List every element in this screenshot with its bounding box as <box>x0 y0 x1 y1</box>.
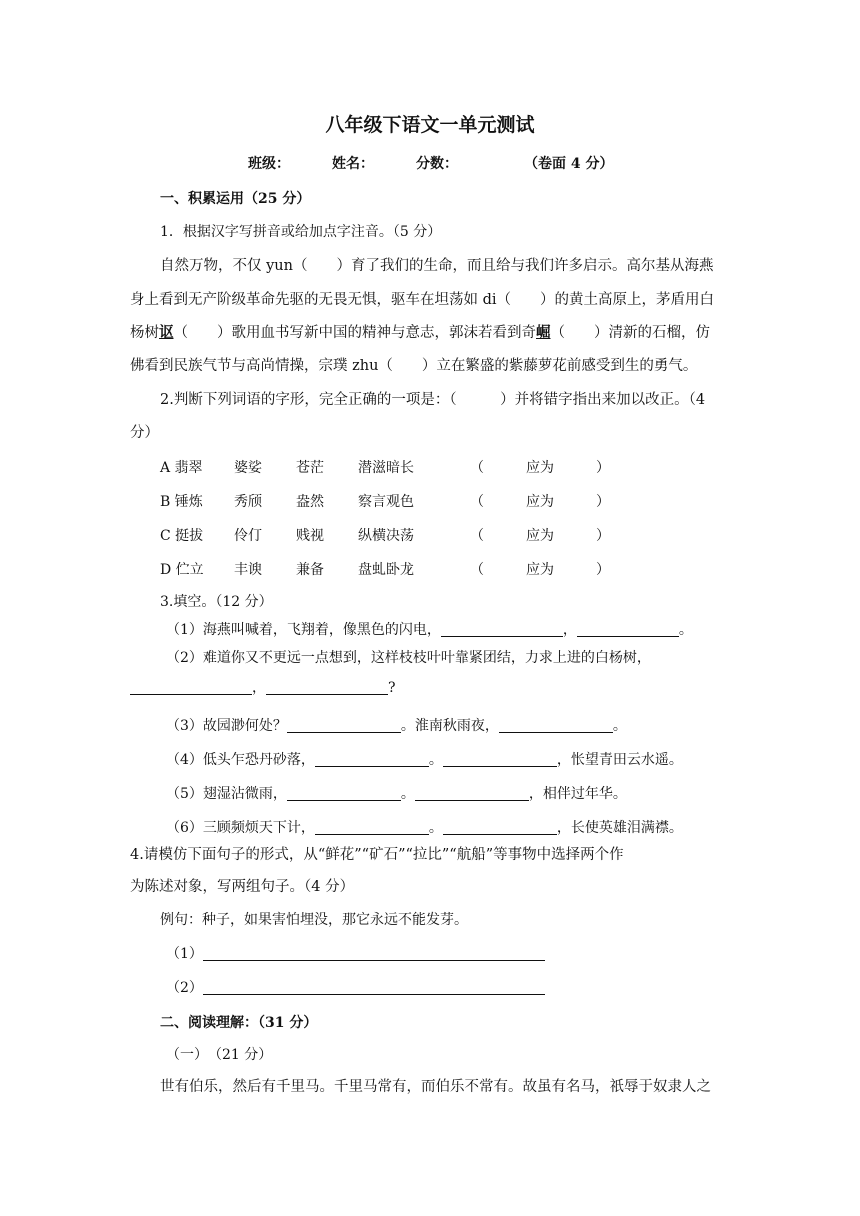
option-label: B 锤炼 <box>160 494 203 510</box>
q3-text: ，相伴过年华。 <box>528 786 627 802</box>
option-word: 苍茫 <box>296 460 324 476</box>
subsection-heading: （一） （21 分） <box>166 1047 273 1063</box>
answer-line[interactable] <box>203 980 545 995</box>
answer-blank[interactable] <box>443 820 557 835</box>
q3-item-3 <box>166 716 627 736</box>
q1-stem: 1．根据汉字写拼音或给加点字注音。（5 分） <box>160 224 442 240</box>
answer-blank[interactable] <box>287 718 401 733</box>
q3-text: 。 <box>428 752 443 768</box>
q3-text: 。 <box>612 718 627 734</box>
q2-stem: 2.判断下列词语的字形，完全正确的一项是：（ ）并将错字指出来加以改正。（4 <box>160 392 706 408</box>
option-word: 婆娑 <box>234 460 262 476</box>
answer-blank[interactable] <box>315 820 429 835</box>
option-word: 盘虬卧龙 <box>358 562 414 578</box>
q4-stem: 为陈述对象，写两组句子。（4 分） <box>130 879 355 895</box>
option-word: 盎然 <box>296 494 324 510</box>
q3-text: （5）翅湿沾微雨， <box>166 786 287 802</box>
name-label: 姓名： <box>332 156 374 172</box>
q1-text: （ ）歌用血书写新中国的精神与意志，郭沫若看到奇 <box>173 325 536 341</box>
q3-text: ? <box>388 680 396 696</box>
score-label: 分数： <box>416 156 458 172</box>
q4-answer-2 <box>166 978 545 998</box>
page-title: 八年级下语文一单元测试 <box>325 114 535 136</box>
option-label: C 挺拔 <box>160 528 204 544</box>
answer-line[interactable] <box>203 946 545 961</box>
q3-text: ， <box>252 680 266 696</box>
q4-stem: 4.请模仿下面句子的形式，从“鲜花”“矿石”“拉比”“航船”等事物中选择两个作 <box>130 847 624 863</box>
q3-text: 。 <box>428 820 443 836</box>
q3-item-1 <box>166 620 693 640</box>
q3-text: 。 <box>400 786 415 802</box>
q2-stem: 分） <box>130 425 159 441</box>
section-heading-2: 二、阅读理解：（31 分） <box>160 1015 318 1031</box>
option-word: 察言观色 <box>358 494 414 510</box>
answer-blank[interactable] <box>499 718 613 733</box>
q3-text: （1）海燕叫喊着，飞翔着，像黑色的闪电， <box>166 622 441 638</box>
q3-text: （6）三顾频烦天下计， <box>166 820 315 836</box>
class-label: 班级： <box>248 156 290 172</box>
option-label: A 翡翠 <box>160 460 203 476</box>
q3-stem: 3.填空。（12 分） <box>160 594 273 610</box>
q1-text: 杨树 <box>130 325 159 341</box>
q3-text: （4）低头乍恐丹砂落， <box>166 752 315 768</box>
option-word: 秀颀 <box>234 494 262 510</box>
dotted-char: 崛 <box>536 324 551 341</box>
q4-answer-1 <box>166 944 545 964</box>
q3-text: 。 <box>678 622 693 638</box>
q3-item-6 <box>166 818 683 838</box>
q3-text: ，怅望青田云水遥。 <box>556 752 683 768</box>
correction-slot: （ 应为 ） <box>470 528 610 544</box>
answer-blank[interactable] <box>287 786 401 801</box>
option-word: 兼备 <box>296 562 324 578</box>
q3-text: （3）故园渺何处？ <box>166 718 287 734</box>
q3-item-2: （2）难道你又不更远一点想到，这样枝枝叶叶靠紧团结，力求上进的白杨树， <box>166 650 651 666</box>
option-label: D 伫立 <box>160 562 204 578</box>
answer-blank[interactable] <box>315 752 429 767</box>
option-word: 贱视 <box>296 528 324 544</box>
q3-text: ， <box>562 622 577 638</box>
q3-item-4 <box>166 750 683 770</box>
option-word: 伶仃 <box>234 528 262 544</box>
q1-line: 佛看到民族气节与高尚情操，宗璞 zhu（ ）立在繁盛的紫藤萝花前感受到生的勇气。 <box>130 358 698 374</box>
q1-text: （ ）清新的石榴，仿 <box>550 325 710 341</box>
section-heading-1: 一、积累运用（25 分） <box>160 191 311 207</box>
neatness-note: （卷面 4 分） <box>524 156 614 172</box>
q4-label: （2） <box>166 980 203 996</box>
q1-line <box>130 320 710 346</box>
answer-blank[interactable] <box>130 680 252 695</box>
reading-passage: 世有伯乐，然后有千里马。千里马常有，而伯乐不常有。故虽有名马，祇辱于奴隶人之 <box>160 1079 711 1095</box>
answer-blank[interactable] <box>443 752 557 767</box>
option-word: 潜滋暗长 <box>358 460 414 476</box>
q1-line: 自然万物，不仅 yun（ ）育了我们的生命，而且给与我们许多启示。高尔基从海燕 <box>160 258 714 274</box>
q3-text: ，长使英雄泪满襟。 <box>556 820 683 836</box>
answer-blank[interactable] <box>266 680 388 695</box>
correction-slot: （ 应为 ） <box>470 460 610 476</box>
q1-line: 身上看到无产阶级革命先驱的无畏无惧，驱车在坦荡如 di（ ）的黄土高原上，茅盾用白 <box>130 292 715 308</box>
correction-slot: （ 应为 ） <box>470 562 610 578</box>
dotted-char: 讴 <box>159 324 174 341</box>
q3-item-5 <box>166 784 627 804</box>
answer-blank[interactable] <box>415 786 529 801</box>
q4-example: 例句：种子，如果害怕埋没，那它永远不能发芽。 <box>160 912 468 928</box>
q3-text: 。淮南秋雨夜， <box>400 718 499 734</box>
q3-item-2-blanks <box>130 678 396 698</box>
answer-blank[interactable] <box>441 622 563 637</box>
option-word: 纵横决荡 <box>358 528 414 544</box>
option-word: 丰谀 <box>234 562 262 578</box>
correction-slot: （ 应为 ） <box>470 494 610 510</box>
answer-blank[interactable] <box>577 622 679 637</box>
q4-label: （1） <box>166 946 203 962</box>
